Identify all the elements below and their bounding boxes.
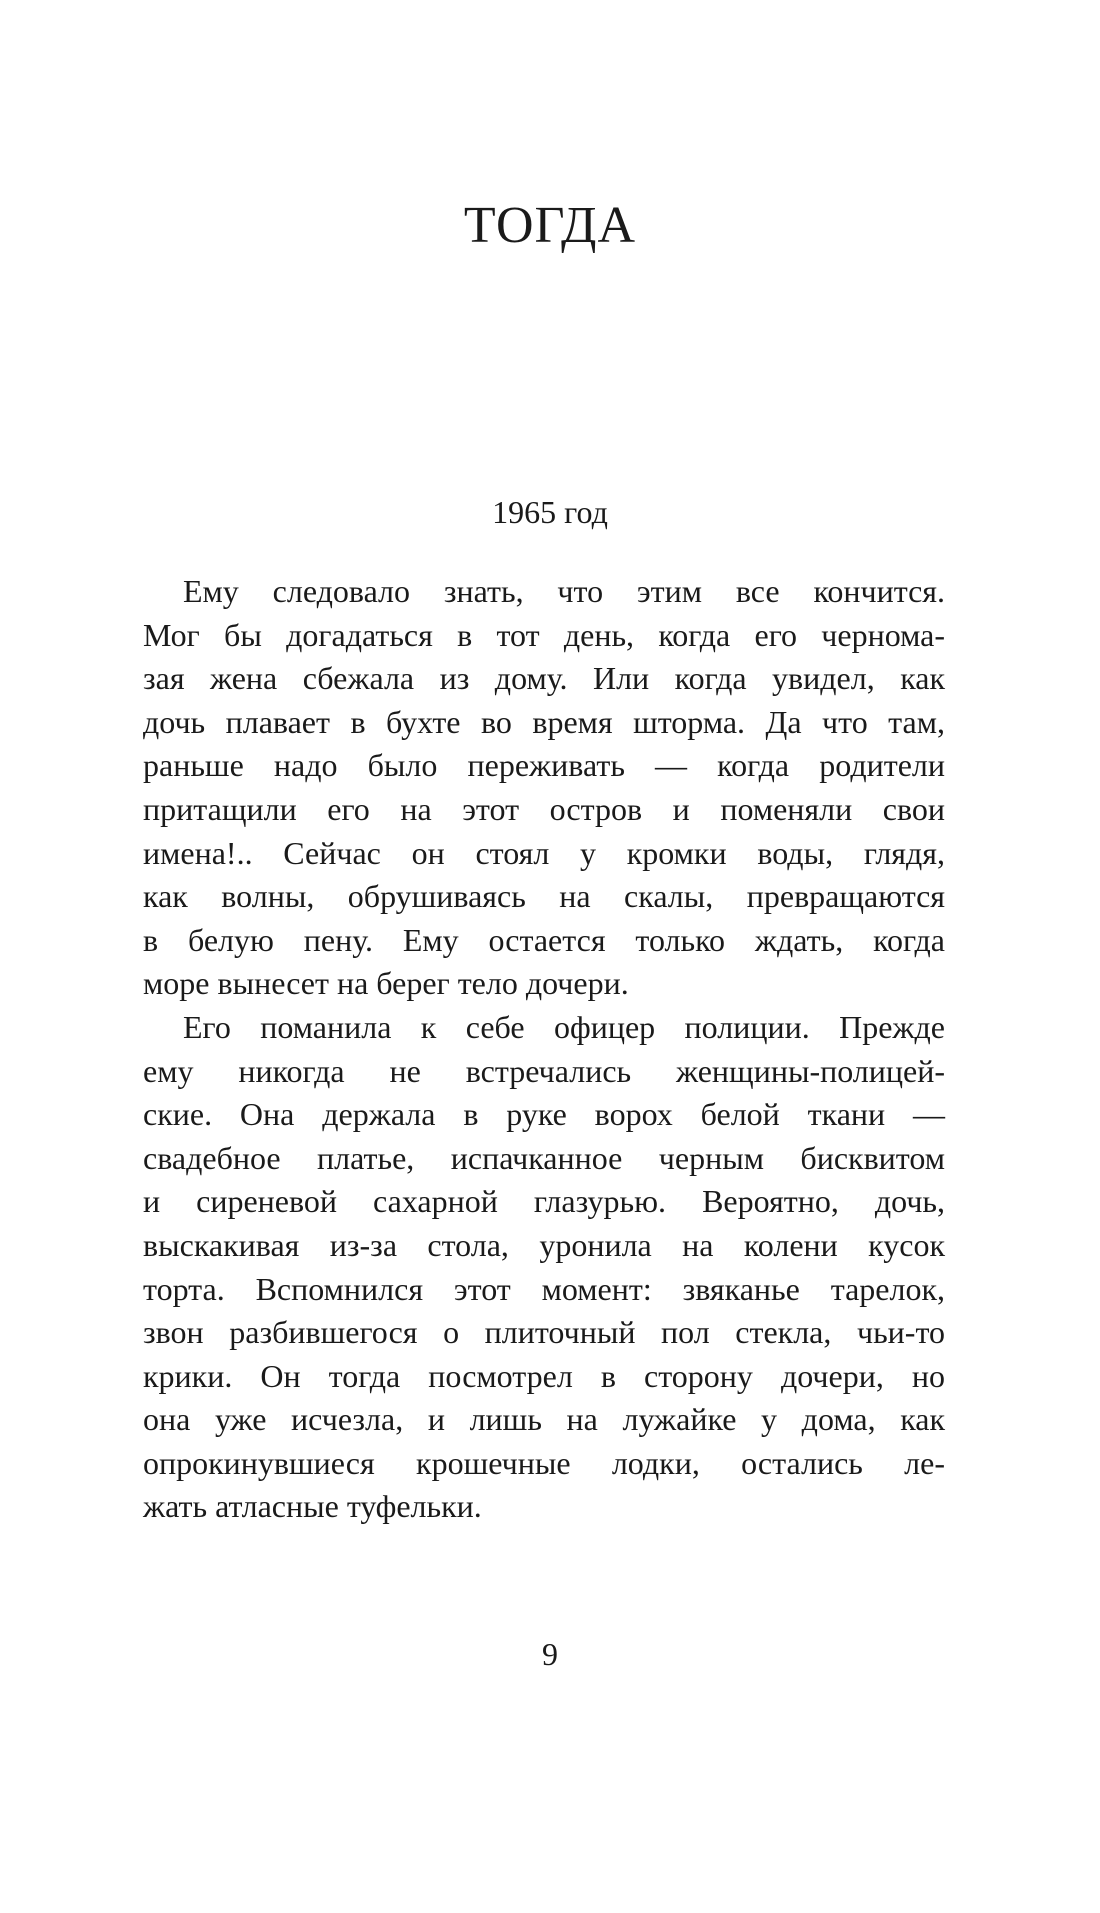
text-line: звон разбившегося о плиточный пол стекла, чьи-то [143, 1314, 945, 1351]
text-line: крики. Он тогда посмотрел в сторону дочери, но [143, 1357, 945, 1394]
body-text [143, 570, 945, 1529]
text-line: ские. Она держала в руке ворох белой ткани — [143, 1096, 945, 1133]
text-line: раньше надо было переживать — когда родители [143, 747, 945, 784]
text-line: свадебное платье, испачканное черным бисквитом [143, 1139, 945, 1176]
text-line: Мог бы догадаться в тот день, когда его чернома- [143, 616, 945, 653]
text-line: торта. Вспомнился этот момент: звяканье тарелок, [143, 1270, 945, 1307]
text-line: выскакивая из-за стола, уронила на колени кусок [143, 1226, 945, 1263]
text-line: имена!.. Сейчас он стоял у кромки воды, глядя, [143, 834, 945, 871]
paragraph [143, 1006, 945, 1529]
text-line: Его поманила к себе офицер полиции. Прежде [183, 1008, 945, 1045]
text-line: море вынесет на берег тело дочери. [143, 965, 629, 1002]
text-line: Ему следовало знать, что этим все кончится. [183, 573, 945, 609]
text-line: притащили его на этот остров и поменяли свои [143, 790, 945, 827]
text-line: в белую пену. Ему остается только ждать, когда [143, 921, 945, 958]
page-number: 9 [542, 1636, 558, 1672]
section-subtitle: 1965 год [492, 494, 608, 530]
text-line: как волны, обрушиваясь на скалы, превращаются [143, 878, 945, 915]
text-line: жать атласные туфельки. [143, 1488, 482, 1525]
chapter-title: ТОГДА [463, 197, 637, 254]
text-line: опрокинувшиеся крошечные лодки, остались ле- [143, 1444, 945, 1481]
text-line: она уже исчезла, и лишь на лужайке у дома, как [143, 1401, 945, 1438]
text-line: зая жена сбежала из дому. Или когда увидел, как [143, 660, 945, 697]
text-line: и сиреневой сахарной глазурью. Вероятно, дочь, [143, 1183, 945, 1220]
paragraph [143, 570, 945, 1006]
text-line: дочь плавает в бухте во время шторма. Да что там, [143, 703, 945, 740]
text-line: ему никогда не встречались женщины-полицей- [143, 1052, 945, 1089]
